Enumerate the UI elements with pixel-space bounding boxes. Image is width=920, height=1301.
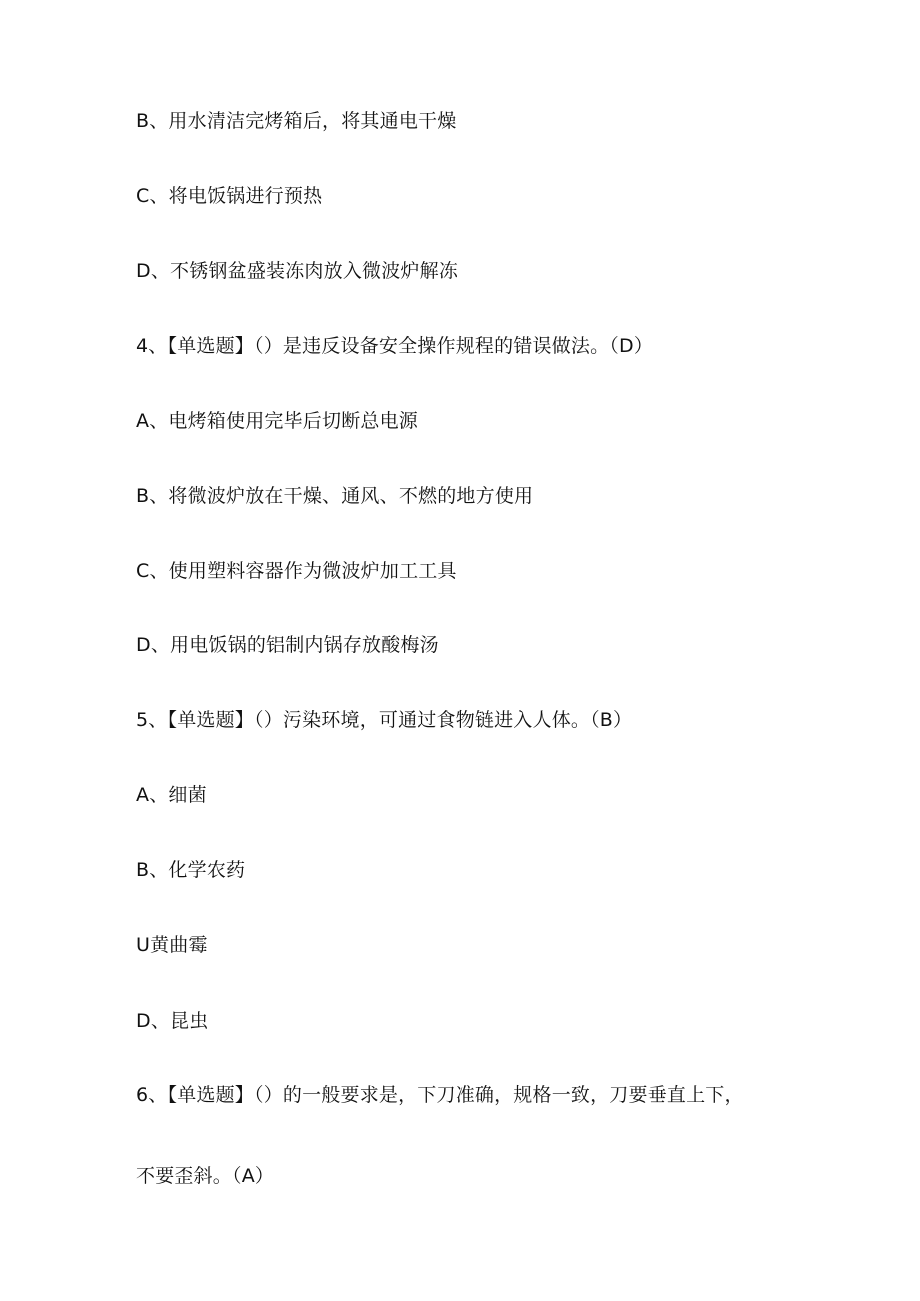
question-4: 4、【单选题】（）是违反设备安全操作规程的错误做法。（D） xyxy=(136,335,654,357)
q5-option-b: B、化学农药 xyxy=(136,859,246,881)
option-b-line: B、用水清洁完烤箱后，将其通电干燥 xyxy=(136,110,457,132)
question-6: 6、【单选题】（）的一般要求是，下刀准确，规格一致，刀要垂直上下， xyxy=(136,1084,744,1106)
question-6-continued: 不要歪斜。（A） xyxy=(136,1165,275,1187)
q4-option-d: D、用电饭锅的铝制内锅存放酸梅汤 xyxy=(136,634,439,656)
q4-option-c: C、使用塑料容器作为微波炉加工工具 xyxy=(136,560,457,582)
q5-option-d: D、昆虫 xyxy=(136,1010,209,1032)
option-c-line: C、将电饭锅进行预热 xyxy=(136,185,323,207)
q5-option-c: U黄曲霉 xyxy=(136,934,208,956)
question-5: 5、【单选题】（）污染环境，可通过食物链进入人体。（B） xyxy=(136,709,633,731)
option-d-line: D、不锈钢盆盛装冻肉放入微波炉解冻 xyxy=(136,260,459,282)
q4-option-b: B、将微波炉放在干燥、通风、不燃的地方使用 xyxy=(136,485,534,507)
q4-option-a: A、电烤箱使用完毕后切断总电源 xyxy=(136,410,418,432)
q5-option-a: A、细菌 xyxy=(136,784,207,806)
